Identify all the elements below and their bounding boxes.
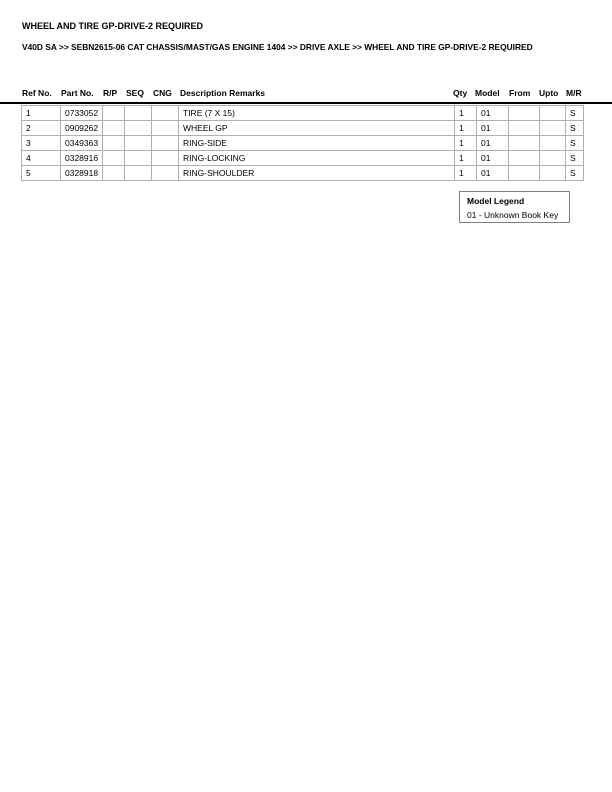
legend-title: Model Legend <box>467 196 525 206</box>
cell-part: 0349363 <box>61 136 103 151</box>
column-header-cng: CNG <box>153 88 172 98</box>
cell-model: 01 <box>477 121 509 136</box>
cell-part: 0733052 <box>61 106 103 121</box>
column-header-from: From <box>509 88 531 98</box>
cell-rp <box>103 136 125 151</box>
cell-model: 01 <box>477 151 509 166</box>
cell-desc: TIRE (7 X 15) <box>179 106 455 121</box>
table-row <box>22 151 584 166</box>
cell-from <box>509 166 540 181</box>
cell-upto <box>540 166 566 181</box>
parts-table-body <box>22 106 584 181</box>
cell-cng <box>152 151 179 166</box>
cell-cng <box>152 121 179 136</box>
cell-mr: S <box>566 166 584 181</box>
parts-table <box>21 105 584 181</box>
cell-qty: 1 <box>455 121 477 136</box>
table-header <box>0 87 612 101</box>
model-legend <box>459 191 570 223</box>
cell-model: 01 <box>477 106 509 121</box>
cell-cng <box>152 106 179 121</box>
cell-cng <box>152 136 179 151</box>
cell-part: 0909262 <box>61 121 103 136</box>
legend-item: 01 - Unknown Book Key <box>467 210 559 220</box>
cell-qty: 1 <box>455 166 477 181</box>
cell-ref: 1 <box>22 106 61 121</box>
cell-ref: 5 <box>22 166 61 181</box>
cell-ref: 2 <box>22 121 61 136</box>
cell-cng <box>152 166 179 181</box>
column-header-qty: Qty <box>453 88 468 98</box>
cell-rp <box>103 121 125 136</box>
cell-qty: 1 <box>455 151 477 166</box>
cell-upto <box>540 151 566 166</box>
column-header-seq: SEQ <box>126 88 144 98</box>
cell-model: 01 <box>477 136 509 151</box>
column-header-upto: Upto <box>539 88 559 98</box>
cell-ref: 4 <box>22 151 61 166</box>
table-row <box>22 166 584 181</box>
cell-desc: RING-SIDE <box>179 136 455 151</box>
cell-from <box>509 121 540 136</box>
cell-ref: 3 <box>22 136 61 151</box>
table-row <box>22 136 584 151</box>
table-row <box>22 106 584 121</box>
cell-desc: RING-SHOULDER <box>179 166 455 181</box>
cell-desc: RING-LOCKING <box>179 151 455 166</box>
table-row <box>22 121 584 136</box>
cell-from <box>509 136 540 151</box>
column-header-model: Model <box>475 88 500 98</box>
cell-mr: S <box>566 136 584 151</box>
breadcrumb: V40D SA >> SEBN2615-06 CAT CHASSIS/MAST/GAS ENGINE 1404 >> DRIVE AXLE >> WHEEL AND TIRE GP-DRIVE-2 REQUIRED <box>22 42 533 52</box>
cell-model: 01 <box>477 166 509 181</box>
cell-seq <box>125 106 152 121</box>
cell-upto <box>540 106 566 121</box>
column-header-rp: R/P <box>103 88 118 98</box>
column-header-ref: Ref No. <box>22 88 52 98</box>
cell-seq <box>125 121 152 136</box>
cell-seq <box>125 166 152 181</box>
cell-seq <box>125 151 152 166</box>
cell-mr: S <box>566 106 584 121</box>
column-header-mr: M/R <box>566 88 582 98</box>
cell-part: 0328918 <box>61 166 103 181</box>
column-header-description: Description Remarks <box>180 88 266 98</box>
page-title: WHEEL AND TIRE GP-DRIVE-2 REQUIRED <box>22 21 204 31</box>
column-header-part: Part No. <box>61 88 94 98</box>
cell-desc: WHEEL GP <box>179 121 455 136</box>
cell-rp <box>103 151 125 166</box>
cell-upto <box>540 136 566 151</box>
cell-seq <box>125 136 152 151</box>
cell-from <box>509 151 540 166</box>
cell-qty: 1 <box>455 136 477 151</box>
cell-part: 0328916 <box>61 151 103 166</box>
cell-mr: S <box>566 151 584 166</box>
cell-rp <box>103 106 125 121</box>
header-divider <box>0 102 612 104</box>
cell-qty: 1 <box>455 106 477 121</box>
cell-upto <box>540 121 566 136</box>
cell-mr: S <box>566 121 584 136</box>
cell-from <box>509 106 540 121</box>
cell-rp <box>103 166 125 181</box>
